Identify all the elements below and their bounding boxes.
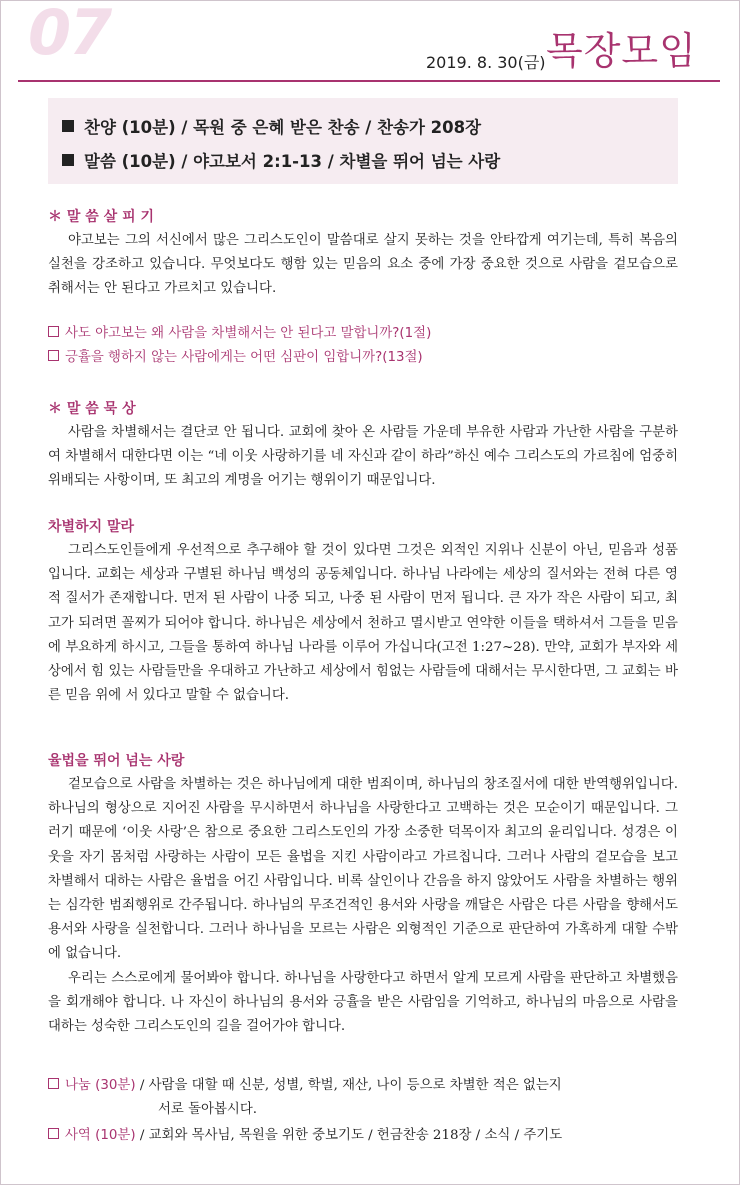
ministry-item: 사역 (10분) / 교회와 목사님, 목원을 위한 중보기도 / 헌금찬송 218장 / 소식 / 주기도: [48, 1124, 688, 1148]
square-bullet-icon: [62, 120, 74, 132]
section-word-review: [48, 206, 678, 302]
section-meditation: [48, 398, 678, 494]
praise-text: 찬양 (10분) / 목원 중 은혜 받은 찬송 / 찬송가 208장: [84, 118, 482, 137]
section-body: 겉모습으로 사람을 차별하는 것은 하나님에게 대한 범죄이며, 하나님의 창조질서에 대한 반역행위입니다. 하나님의 형상으로 지어진 사람을 무시하면서 하나님을 사랑한다고 고백하는 것은 모순이기 때문입니다. 그러기 때문에 ‘이웃 사랑’은 참으로 중요한 그리스도인의 가장 소중한 덕목이자 최고의 윤리입니다. 성경은 이웃을 자기 몸처럼 사랑하는 사람이 모든 율법을 지킨 사람이라고 가르칩니다. 그러나 사람의 겉모습을 보고 차별해서 대하는 사람은 율법을 어긴 사람입니다. 비록 살인이나 간음을 하지 않았어도 사람을 차별하는 행위는 심각한 범죄행위로 간주됩니다. 하나님의 무조건적인 용서와 사랑을 깨달은 사람은 다른 사람을 향해서도 용서와 사랑을 실천합니다. 그러나 하나님을 모르는 사람은 외형적인 기준으로 판단하여 가혹하게 대할 수밖에 없습니다.: [48, 777, 678, 962]
checkbox-icon: [48, 1078, 59, 1089]
section-love-beyond-law: [48, 750, 678, 1039]
praise-line: [62, 114, 481, 138]
sharing-text: 사람을 대할 때 신분, 성별, 학벌, 재산, 나이 등으로 차별한 적은 없는지: [148, 1078, 562, 1093]
section-body: 야고보는 그의 서신에서 많은 그리스도인이 말씀대로 살지 못하는 것을 안타깝게 여기는데, 특히 복음의 실천을 강조하고 있습니다. 무엇보다도 행함 있는 믿음의 요소 중에 가장 중요한 것으로 사람을 겉모습으로 취해서는 안 된다고 가르치고 있습니다.: [48, 233, 678, 297]
program-box: [48, 98, 678, 184]
sharing-item: 나눔 (30분) / 사람을 대할 때 신분, 성별, 학벌, 재산, 나이 등으로 차별한 적은 없는지 서로 돌아봅시다.: [48, 1074, 688, 1122]
word-line: [62, 148, 500, 172]
section-title: 율법을 뛰어 넘는 사랑: [48, 753, 185, 769]
section-title: ＊ 말 씀 살 피 기: [48, 209, 154, 225]
section-number: 07: [28, 0, 111, 69]
square-bullet-icon: [62, 154, 74, 166]
section-title: 차별하지 말라: [48, 519, 135, 535]
question-list: [48, 322, 678, 370]
checkbox-icon: [48, 326, 59, 337]
section-body: 사람을 차별해서는 결단코 안 됩니다. 교회에 찾아 온 사람들 가운데 부유한 사람과 가난한 사람을 구분하여 차별해서 대한다면 이는 “네 이웃 사랑하기를 네 자신과 같이 하라”하신 예수 그리스도의 가르침에 엄중히 위배되는 사항이며, 또 최고의 계명을 어기는 행위이기 때문입니다.: [48, 425, 678, 489]
page-title: 목장모임: [546, 29, 697, 73]
sharing-label: 나눔 (30분): [65, 1078, 136, 1093]
meeting-date: 2019. 8. 30(금): [426, 53, 546, 72]
word-text: 말씀 (10분) / 야고보서 2:1-13 / 차별을 뛰어 넘는 사랑: [84, 152, 501, 171]
section-body: 우리는 스스로에게 물어봐야 합니다. 하나님을 사랑한다고 하면서 알게 모르게 사람을 판단하고 차별했음을 회개해야 합니다. 나 자신이 하나님의 용서와 긍휼을 받은 사람임을 기억하고, 하나님의 마음으로 사람을 대하는 성숙한 그리스도인의 길을 걸어가야 합니다.: [48, 970, 678, 1035]
section-body: 그리스도인들에게 우선적으로 추구해야 할 것이 있다면 그것은 외적인 지위나 신분이 아닌, 믿음과 성품입니다. 교회는 세상과 구별된 하나님 백성의 공동체입니다. 하나님 나라에는 세상의 질서와는 전혀 다른 영적 질서가 존재합니다. 먼저 된 사람이 나중 되고, 나중 된 사람이 먼저 됩니다. 큰 자가 작은 사람이 되고, 최고가 되려면 꼴찌가 되어야 합니다. 하나님은 세상에서 천하고 멸시받고 연약한 이들을 택하셔서 그들을 믿음에 부요하게 하시고, 그들을 통하여 하나님 나라를 이루어 가십니다(고전 1:27~28). 만약, 교회가 부자와 세상에서 힘 있는 사람들만을 우대하고 가난하고 세상에서 힘없는 사람들에 대해서는 무시한다면, 그 교회는 바른 믿음 위에 서 있다고 말할 수 없습니다.: [48, 543, 678, 704]
sharing-text-cont: 서로 돌아봅시다.: [158, 1102, 258, 1117]
ministry-text: 교회와 목사님, 목원을 위한 중보기도 / 헌금찬송 218장 / 소식 / 주기도: [148, 1128, 563, 1143]
ministry-label: 사역 (10분): [65, 1128, 136, 1143]
question-item: 긍휼을 행하지 않는 사람에게는 어떤 심판이 임합니까?(13절): [48, 346, 678, 370]
section-no-discrimination: [48, 516, 678, 708]
question-item: 사도 야고보는 왜 사람을 차별해서는 안 된다고 말합니까?(1절): [48, 322, 678, 346]
header-divider: [18, 80, 720, 82]
checkbox-icon: [48, 1128, 59, 1139]
checkbox-icon: [48, 350, 59, 361]
section-title: ＊ 말 씀 묵 상: [48, 401, 136, 417]
